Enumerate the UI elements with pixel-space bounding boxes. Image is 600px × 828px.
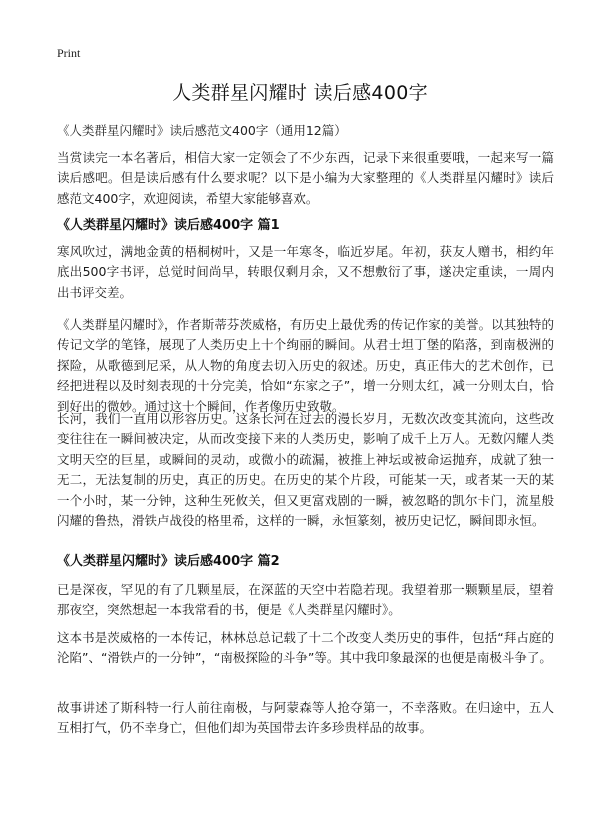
page-title: 人类群星闪耀时 读后感400字 [172, 82, 428, 104]
intro-paragraph: 当赏读完一本名著后，相信大家一定领会了不少东西，记录下来很重要哦，一起来写一篇读后感吧。但是读后感有什么要求呢？以下是小编为大家整理的《人类群星闪耀时》读后感范文400字，欢迎阅读，希望大家能够喜欢。 [57, 150, 554, 206]
section-paragraph: 长河，我们一直用以形容历史。这条长河在过去的漫长岁月，无数次改变其流向，这些改变往往在一瞬间被决定，从而改变接下来的人类历史，影响了成千上万人。无数闪耀人类文明天空的巨星，或瞬间的灵动，或微小的疏漏，被推上神坛或被命运抛弃，成就了独一无二，无法复制的历史，真正的历史。在历史的某个片段，可能某一天，或者某一天的某一个小时，某一分钟，这种生死攸关，但又更富戏剧的一瞬，被忽略的凯尔卡门，流星般闪耀的鲁热，滑铁卢战役的格里希，这样的一瞬，永恒篆刻，被历史记忆，瞬间即永恒。 [57, 411, 554, 529]
print-link[interactable]: Print [57, 46, 81, 60]
section-heading: 《人类群星闪耀时》读后感400字 篇1 [57, 218, 280, 233]
section-paragraph: 这本书是茨威格的一本传记，林林总总记载了十二个改变人类历史的事件，包括“拜占庭的沦陷”、“滑铁卢的一分钟”，“南极探险的斗争”等。其中我印象最深的也便是南极斗争了。 [57, 630, 554, 666]
section-paragraph: 《人类群星闪耀时》，作者斯蒂芬茨威格，有历史上最优秀的传记作家的美誉。以其独特的传记文学的笔锋，展现了人类历史上十个绚丽的瞬间。从君士坦丁堡的陷落，到南极洲的探险，从歌德到尼采，从人物的角度去切入历史的叙述。历史，真正伟大的艺术创作，已经把进程以及时刻表现的十分完美，恰如“东家之子”，增一分则太红，减一分则太白，恰到好出的微妙。通过这十个瞬间，作者像历史致敬。 [57, 317, 554, 414]
section-heading: 《人类群星闪耀时》读后感400字 篇2 [57, 554, 280, 569]
document-subtitle: 《人类群星闪耀时》读后感范文400字（通用12篇） [57, 123, 347, 138]
section-paragraph: 已是深夜，罕见的有了几颗星辰，在深蓝的天空中若隐若现。我望着那一颗颗星辰，望着那夜空，突然想起一本我常看的书，便是《人类群星闪耀时》。 [57, 582, 554, 618]
section-paragraph: 故事讲述了斯科特一行人前往南极，与阿蒙森等人抢夺第一，不幸落败。在归途中，五人互相打气，仍不幸身亡，但他们却为英国带去许多珍贵样品的故事。 [57, 700, 554, 736]
section-paragraph: 寒风吹过，满地金黄的梧桐树叶，又是一年寒冬，临近岁尾。年初，获友人赠书，相约年底出500字书评，总觉时间尚早，转眼仅剩月余，又不想敷衍了事，遂决定重读，一周内出书评交差。 [57, 244, 554, 300]
